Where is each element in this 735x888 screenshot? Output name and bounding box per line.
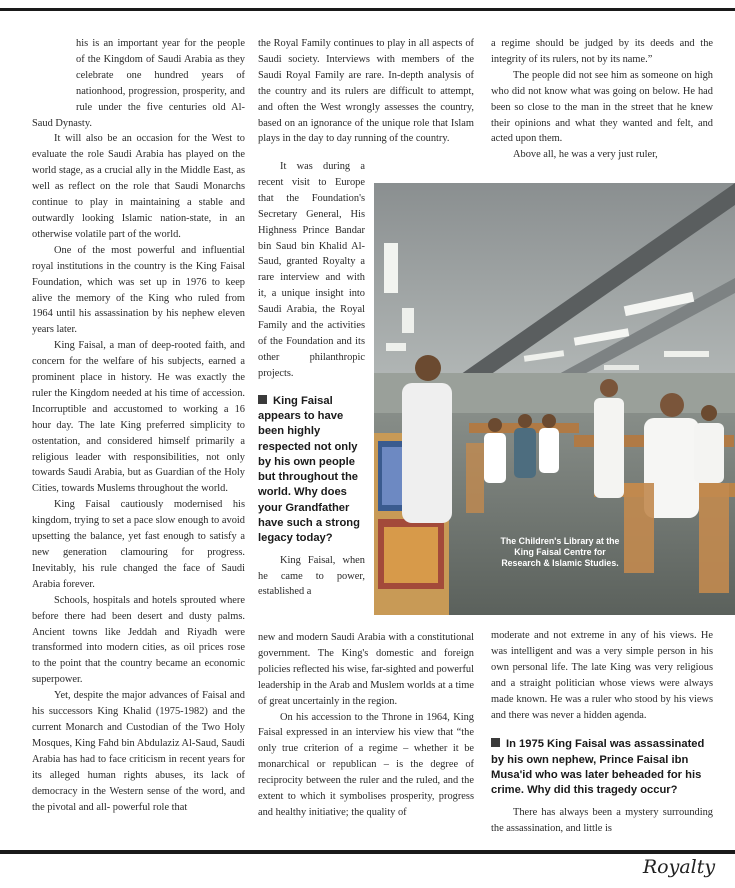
dropcap (32, 38, 70, 104)
bullet-square-icon (258, 395, 267, 404)
body-paragraph: King Faisal cautiously modernised his kingdom, trying to set a pace slow enough to avoid upsetting the balance, yet fast enough to satisfy a new generation clamouring for progress. Inevitably, his rule changed the face of Saudi Arabia forever. (32, 499, 245, 590)
body-paragraph: The people did not see him as someone on high who did not know what was going on below. He had been so close to the man in the street that he knew their opinions and what they wanted and felt, and acted upon them. (491, 69, 713, 145)
column-3-top (491, 36, 713, 163)
column-1 (32, 36, 245, 815)
column-3-bottom (491, 628, 713, 836)
body-paragraph: King Faisal, a man of deep-rooted faith, and concern for the welfare of his subjects, earned a prominent place in history. He was exactly the ruler the Kingdom needed at his time of accession. Incorruptible and accustomed to working a 16 hour day. The late King preferred simplicity to ostentation, and considered himself primarily a religious leader with responsibilities, not only towards Saudi Arabia, but as Guardian of the Holy Cities, towards Muslems throughout the world. (32, 340, 245, 495)
photo-caption: The Children's Library at the King Faisal Centre for Research & Islamic Studies. (500, 536, 620, 568)
body-paragraph: a regime should be judged by its deeds and the integrity of its rulers, not by its name.” (491, 38, 713, 65)
body-paragraph: Schools, hospitals and hotels sprouted where before there had been desert and dusty palms. Ancient towns like Jeddah and Riyadh were transformed into modern cities, as oil prices rose to the point that the country became an economic superpower. (32, 594, 245, 686)
question-2: In 1975 King Faisal was assassinated by his own nephew, Prince Faisal ibn Musa'id who was later beheaded for his crime. Why did this tragedy occur? (491, 738, 705, 797)
magazine-brand: Royalty (642, 856, 716, 878)
body-paragraph: It was during a recent visit to Europe that the Foundation's Secretary General, His Highness Prince Bandar bin Saud bin Khalid Al-Saud, granted Royalty a rare interview and with it, a unique insight into Saudi Arabia, the Royal Family and the activities of the Foundation and its other philanthropic projects. (258, 161, 365, 379)
answer-start: King Faisal, when he came to power, established a (258, 554, 365, 598)
body-paragraph: Yet, despite the major advances of Faisal and his successors King Khalid (1975-1982) and the current Monarch and Custodian of the Two Holy Mosques, King Fahd bin Abdulaziz Al-Saud, Saudi Arabia has had to face criticism in recent years for its alleged human rights abuses, its lack of democracy in the Western sense of the word, and the pivotal and all- powerful role that (32, 690, 245, 813)
top-rule (0, 8, 735, 11)
body-paragraph: the Royal Family continues to play in all aspects of Saudi society. Interviews with members of the Saudi Royal Family are rare. In-depth analysis of the country and its rulers are difficult to attempt, and often the West wrongly assesses the country, based on an ignorance of the unique role that Islam plays in the day to day running of the country. (258, 38, 474, 145)
intro-paragraph: his is an important year for the people of the Kingdom of Saudi Arabia as they celebrate one hundred years of nationhood, progression, prosperity, and rule under the five centuries old Al-Saud Dynasty. (32, 38, 245, 129)
body-paragraph: One of the most powerful and influential royal institutions in the country is the King Faisal Foundation, which was set up in 1976 to keep alive the memory of the King who ruled from 1964 until his assassination by his nephew eleven years later. (32, 244, 245, 336)
body-paragraph: Above all, he was a very just ruler, (513, 149, 658, 161)
body-paragraph: It will also be an occasion for the West to evaluate the role Saudi Arabia has played on the world stage, as a crucial ally in the Middle East, as well as reflect on the role that Saudi Monarchs continue to play in maintaining a stable and outwardly looking Islamic nation-state, in an otherwise volatile part of the world. (32, 133, 245, 240)
answer-start: There has always been a mystery surrounding the assassination, and little is (491, 806, 713, 834)
column-2-bottom (258, 630, 474, 821)
bullet-square-icon (491, 738, 500, 747)
question-1: King Faisal appears to have been highly respected not only by his own people but throughout the world. Why does your Grandfather have such a strong legacy today? (258, 394, 360, 545)
body-paragraph: new and modern Saudi Arabia with a constitutional government. The King's domestic and foreign policies reflected his wise, far-sighted and powerful leadership in the Arab and Muslem worlds at a time of great uncertainly in the region. (258, 632, 474, 707)
column-2-narrow (258, 159, 365, 600)
body-paragraph: moderate and not extreme in any of his views. He was intelligent and was a very simple person in his own personal life. The late King was very religious and a straight politician whose views were always made known. He was a ruler who stood by his views and there was never a hidden agenda. (491, 630, 713, 721)
bottom-rule (0, 850, 735, 854)
column-2-top (258, 36, 474, 147)
body-paragraph: On his accession to the Throne in 1964, King Faisal expressed in an interview his view that “the only true criterion of a regime – whether it be monarchical or republican – is the degree of reciprocity between the ruler and the ruled, and the extent to which it symbolises prosperity, progress and healthy initiative; the quality of (258, 711, 474, 818)
